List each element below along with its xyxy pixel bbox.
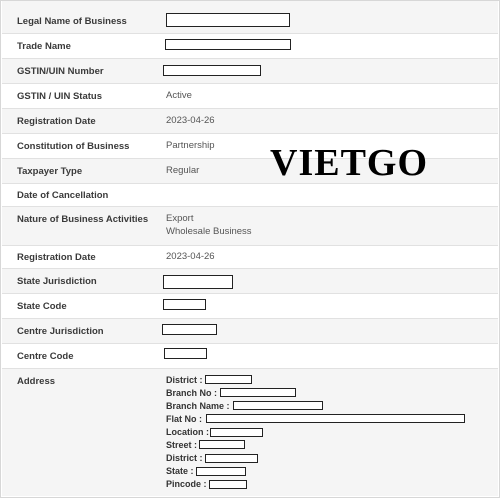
redacted-address-district-2	[205, 454, 258, 463]
value-registration-date: 2023-04-26	[166, 115, 215, 126]
row-cancellation-date	[2, 184, 498, 207]
row-status	[2, 84, 498, 109]
label-registration-date: Registration Date	[17, 116, 96, 127]
value-registration-date-2: 2023-04-26	[166, 251, 215, 262]
address-district-label: District :	[166, 375, 203, 385]
label-nature: Nature of Business Activities	[17, 214, 149, 225]
address-branch-no-label: Branch No :	[166, 388, 218, 398]
label-state-code: State Code	[17, 301, 67, 312]
label-centre-jurisdiction: Centre Jurisdiction	[17, 326, 104, 337]
redacted-address-street	[199, 440, 245, 449]
row-registration-date	[2, 109, 498, 134]
redacted-centre-jurisdiction	[162, 324, 217, 335]
redacted-state-jurisdiction	[163, 275, 233, 289]
redacted-gstin	[163, 65, 261, 76]
label-state-jurisdiction: State Jurisdiction	[17, 276, 97, 287]
row-state-jurisdiction	[2, 269, 498, 294]
value-constitution: Partnership	[166, 140, 215, 151]
address-location-label: Location :	[166, 427, 209, 437]
redacted-address-district	[205, 375, 252, 384]
redacted-state-code	[163, 299, 206, 310]
row-centre-code	[2, 344, 498, 369]
label-gstin: GSTIN/UIN Number	[17, 66, 104, 77]
label-constitution: Constitution of Business	[17, 141, 130, 152]
redacted-centre-code	[164, 348, 207, 359]
label-registration-date-2: Registration Date	[17, 252, 96, 263]
redacted-address-branch-name	[233, 401, 323, 410]
label-status: GSTIN / UIN Status	[17, 91, 102, 102]
label-centre-code: Centre Code	[17, 351, 74, 362]
address-district-2-label: District :	[166, 453, 203, 463]
value-taxpayer-type: Regular	[166, 165, 200, 176]
redacted-address-pincode	[209, 480, 247, 489]
label-legal-name: Legal Name of Business	[17, 16, 127, 27]
row-nature	[2, 207, 498, 246]
redacted-legal-name	[166, 13, 290, 27]
row-centre-jurisdiction	[2, 319, 498, 344]
label-address: Address	[17, 376, 56, 387]
address-pincode-label: Pincode :	[166, 479, 207, 489]
row-legal-name	[2, 1, 498, 34]
address-branch-name-label: Branch Name :	[166, 401, 230, 411]
address-street-label: Street :	[166, 440, 198, 450]
address-flat-no-label: Flat No :	[166, 414, 202, 424]
redacted-address-state	[196, 467, 246, 476]
row-address	[2, 369, 498, 496]
row-trade-name	[2, 34, 498, 59]
row-state-code	[2, 294, 498, 319]
label-taxpayer-type: Taxpayer Type	[17, 166, 83, 177]
label-cancellation-date: Date of Cancellation	[17, 190, 109, 201]
redacted-trade-name	[165, 39, 291, 50]
redacted-address-location	[210, 428, 263, 437]
row-gstin	[2, 59, 498, 84]
address-state-label: State :	[166, 466, 194, 476]
redacted-address-branch-no	[220, 388, 296, 397]
label-trade-name: Trade Name	[17, 41, 71, 52]
value-status: Active	[166, 90, 192, 101]
value-nature-2: Wholesale Business	[166, 226, 252, 237]
row-registration-date-2	[2, 246, 498, 269]
vietgo-watermark: VIETGO	[270, 142, 429, 184]
value-nature-1: Export	[166, 213, 194, 224]
redacted-address-flat-no	[206, 414, 465, 423]
